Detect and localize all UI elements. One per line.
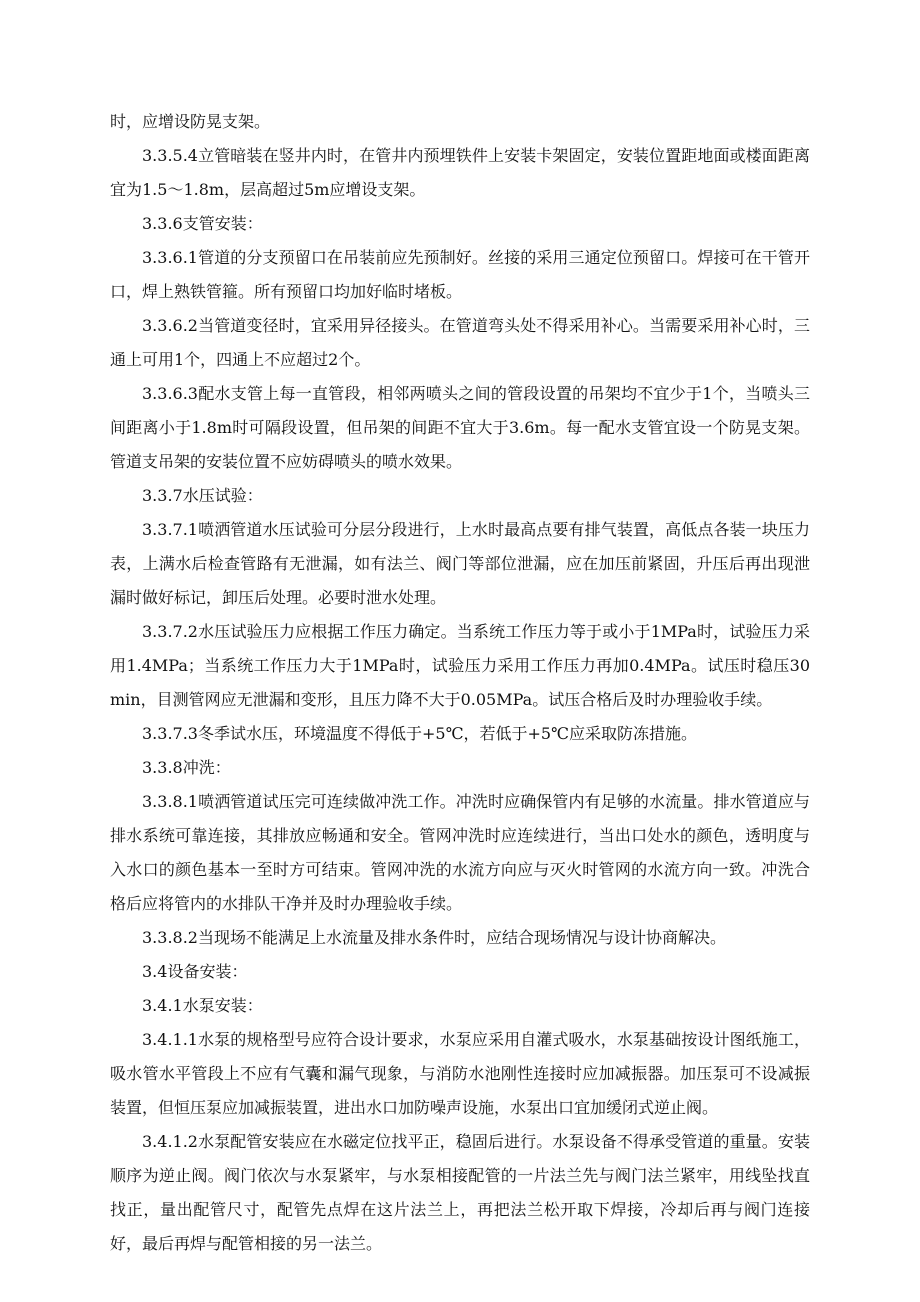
- paragraph-1: 时，应增设防晃支架。: [110, 112, 271, 131]
- paragraph-4: 3.3.6.1管道的分支预留口在吊装前应先预制好。丝接的采用三通定位预留口。焊接可在干管开口，焊上熟铁管箍。所有预留口均加好临时堵板。: [110, 248, 810, 301]
- paragraph-6: 3.3.6.3配水支管上每一直管段，相邻两喷头之间的管段设置的吊架均不宜少于1个，当喷头三间距离小于1.8m时可隔段设置，但吊架的间距不宜大于3.6m。每一配水支管宜设一个防晃支架。管道支吊架的安装位置不应妨碍喷头的喷水效果。: [110, 384, 810, 471]
- paragraph-9: 3.3.7.2水压试验压力应根据工作压力确定。当系统工作压力等于或小于1MPa时，试验压力采用1.4MPa；当系统工作压力大于1MPa时，试验压力采用工作压力再加0.4MPa。试压时稳压30min，目测管网应无泄漏和变形，且压力降不大于0.05MPa。试压合格后及时办理验收手续。: [110, 622, 810, 709]
- paragraph-7: 3.3.7水压试验：: [142, 486, 263, 505]
- paragraph-14: 3.4设备安装：: [142, 962, 248, 981]
- paragraph-5: 3.3.6.2当管道变径时，宜采用异径接头。在管道弯头处不得采用补心。当需要采用补心时，三通上可用1个，四通上不应超过2个。: [110, 316, 810, 369]
- paragraph-17: 3.4.1.2水泵配管安装应在水磁定位找平正，稳固后进行。水泵设备不得承受管道的重量。安装顺序为逆止阀。阀门依次与水泵紧牢，与水泵相接配管的一片法兰先与阀门法兰紧牢，用线坠找直找正，量出配管尺寸，配管先点焊在这片法兰上，再把法兰松开取下焊接，冷却后再与阀门连接好，最后再焊与配管相接的另一法兰。: [110, 1132, 810, 1253]
- paragraph-2: 3.3.5.4立管暗装在竖井内时，在管井内预埋铁件上安装卡架固定，安装位置距地面或楼面距离宜为1.5～1.8m，层高超过5m应增设支架。: [110, 146, 810, 199]
- paragraph-3: 3.3.6支管安装：: [142, 214, 263, 233]
- paragraph-16: 3.4.1.1水泵的规格型号应符合设计要求，水泵应采用自灌式吸水，水泵基础按设计图纸施工，吸水管水平管段上不应有气囊和漏气现象，与消防水池刚性连接时应加减振器。加压泵可不设减振装置，但恒压泵应加减振装置，进出水口加防噪声设施，水泵出口宜加缓闭式逆止阀。: [110, 1030, 810, 1117]
- paragraph-10: 3.3.7.3冬季试水压，环境温度不得低于+5℃，若低于+5℃应采取防冻措施。: [142, 724, 697, 743]
- paragraph-11: 3.3.8冲洗：: [142, 758, 231, 777]
- paragraph-12: 3.3.8.1喷洒管道试压完可连续做冲洗工作。冲洗时应确保管内有足够的水流量。排水管道应与排水系统可靠连接，其排放应畅通和安全。管网冲洗时应连续进行，当出口处水的颜色，透明度与入水口的颜色基本一至时方可结束。管网冲洗的水流方向应与灭火时管网的水流方向一致。冲洗合格后应将管内的水排队干净并及时办理验收手续。: [110, 792, 810, 913]
- paragraph-15: 3.4.1水泵安装：: [142, 996, 263, 1015]
- paragraph-8: 3.3.7.1喷洒管道水压试验可分层分段进行，上水时最高点要有排气装置，高低点各装一块压力表，上满水后检查管路有无泄漏，如有法兰、阀门等部位泄漏，应在加压前紧固，升压后再出现泄漏时做好标记，卸压后处理。必要时泄水处理。: [110, 520, 810, 607]
- paragraph-13: 3.3.8.2当现场不能满足上水流量及排水条件时，应结合现场情况与设计协商解决。: [142, 928, 726, 947]
